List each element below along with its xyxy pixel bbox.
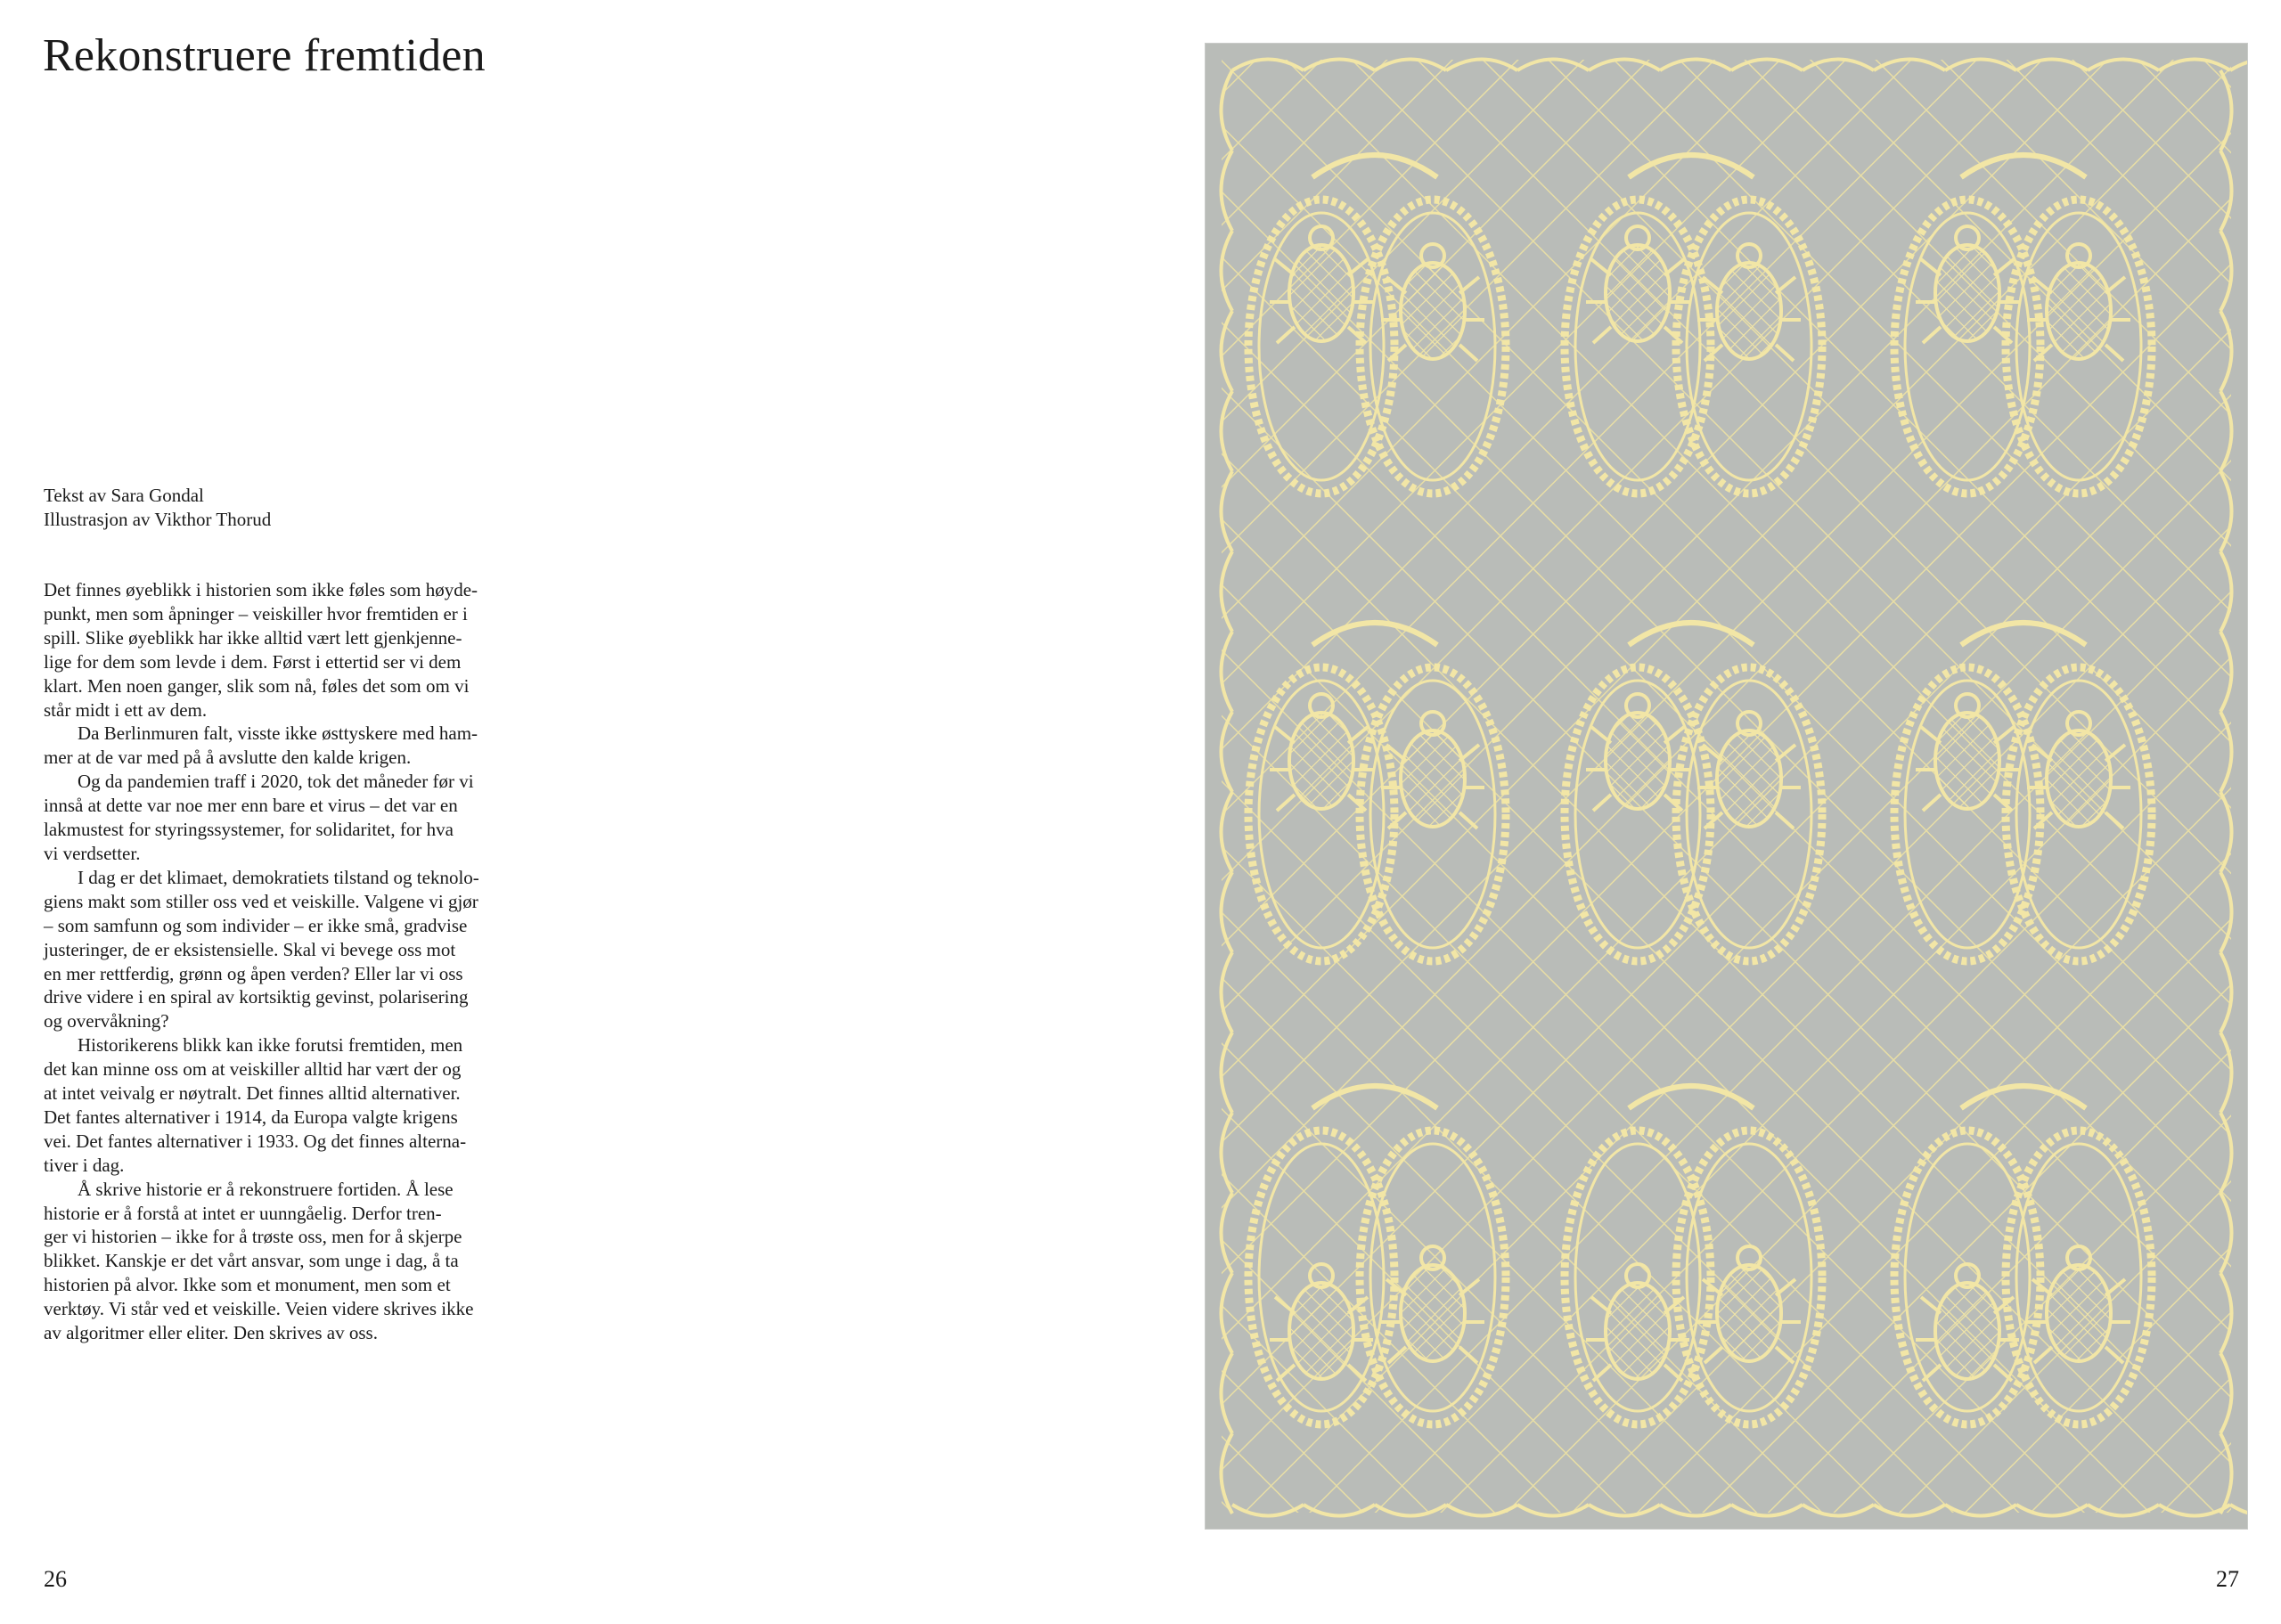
body-line: Å skrive historie er å rekonstruere fortiden. Å lese: [78, 1178, 454, 1200]
body-line: vi verdsetter.: [44, 842, 141, 864]
body-line: mer at de var med på å avslutte den kalde krigen.: [44, 747, 412, 769]
body-line: tiver i dag.: [44, 1154, 125, 1176]
body-line: lige for dem som levde i dem. Først i ettertid ser vi dem: [44, 650, 462, 673]
body-line: blikket. Kanskje er det vårt ansvar, som unge i dag, å ta: [44, 1250, 459, 1272]
lace-pattern-illustration: [1206, 44, 2247, 1529]
body-line: I dag er det klimaet, demokratiets tilstand og teknolo-: [78, 866, 479, 888]
body-line: at intet veivalg er nøytralt. Det finnes alltid alternativer.: [44, 1082, 461, 1105]
body-line: punkt, men som åpninger – veiskiller hvor fremtiden er i: [44, 602, 468, 624]
body-line: Det fantes alternativer i 1914, da Europa valgte krigens: [44, 1106, 458, 1128]
illustration: [1205, 43, 2248, 1530]
body-line: Da Berlinmuren falt, visste ikke østtyskere med ham-: [78, 722, 478, 745]
body-line: historie er å forstå at intet er uunngåelig. Derfor tren-: [44, 1202, 442, 1224]
page-number-right: 27: [2216, 1566, 2239, 1592]
body-line: klart. Men noen ganger, slik som nå, føles det som om vi: [44, 674, 470, 697]
body-line: giens makt som stiller oss ved et veiskille. Valgene vi gjør: [44, 890, 478, 912]
body-line: står midt i ett av dem.: [44, 698, 208, 721]
body-line: av algoritmer eller eliter. Den skrives av oss.: [44, 1322, 378, 1344]
body-line: og overvåkning?: [44, 1010, 169, 1032]
body-line: Og da pandemien traff i 2020, tok det måneder før vi: [78, 771, 474, 793]
author-credit: Tekst av Sara Gondal: [44, 485, 204, 506]
body-line: spill. Slike øyeblikk har ikke alltid vært lett gjenkjenne-: [44, 626, 462, 649]
body-line: Det finnes øyeblikk i historien som ikke føles som høyde-: [44, 579, 478, 600]
illustrator-credit: Illustrasjon av Vikthor Thorud: [44, 509, 272, 530]
article-body: [44, 578, 547, 1345]
body-line: justeringer, de er eksistensielle. Skal vi bevege oss mot: [44, 938, 456, 960]
body-line: vei. Det fantes alternativer i 1933. Og det finnes alterna-: [44, 1130, 467, 1152]
body-line: det kan minne oss om at veiskiller alltid har vært der og: [44, 1058, 462, 1081]
body-line: en mer rettferdig, grønn og åpen verden? Eller lar vi oss: [44, 962, 463, 984]
credits: [44, 484, 271, 532]
page-number-left: 26: [44, 1566, 67, 1592]
body-line: ger vi historien – ikke for å trøste oss, men for å skjerpe: [44, 1226, 462, 1248]
body-line: historien på alvor. Ikke som et monument, men som et: [44, 1274, 451, 1296]
body-line: lakmustest for styringssystemer, for solidaritet, for hva: [44, 819, 454, 841]
body-line: innså at dette var noe mer enn bare et virus – det var en: [44, 795, 458, 817]
body-line: Historikerens blikk kan ikke forutsi fremtiden, men: [78, 1034, 463, 1057]
body-line: drive videre i en spiral av kortsiktig gevinst, polarisering: [44, 986, 469, 1008]
body-line: – som samfunn og som individer – er ikke små, gradvise: [44, 914, 468, 936]
page-title: Rekonstruere fremtiden: [43, 30, 486, 81]
body-line: verktøy. Vi står ved et veiskille. Veien videre skrives ikke: [44, 1298, 474, 1320]
